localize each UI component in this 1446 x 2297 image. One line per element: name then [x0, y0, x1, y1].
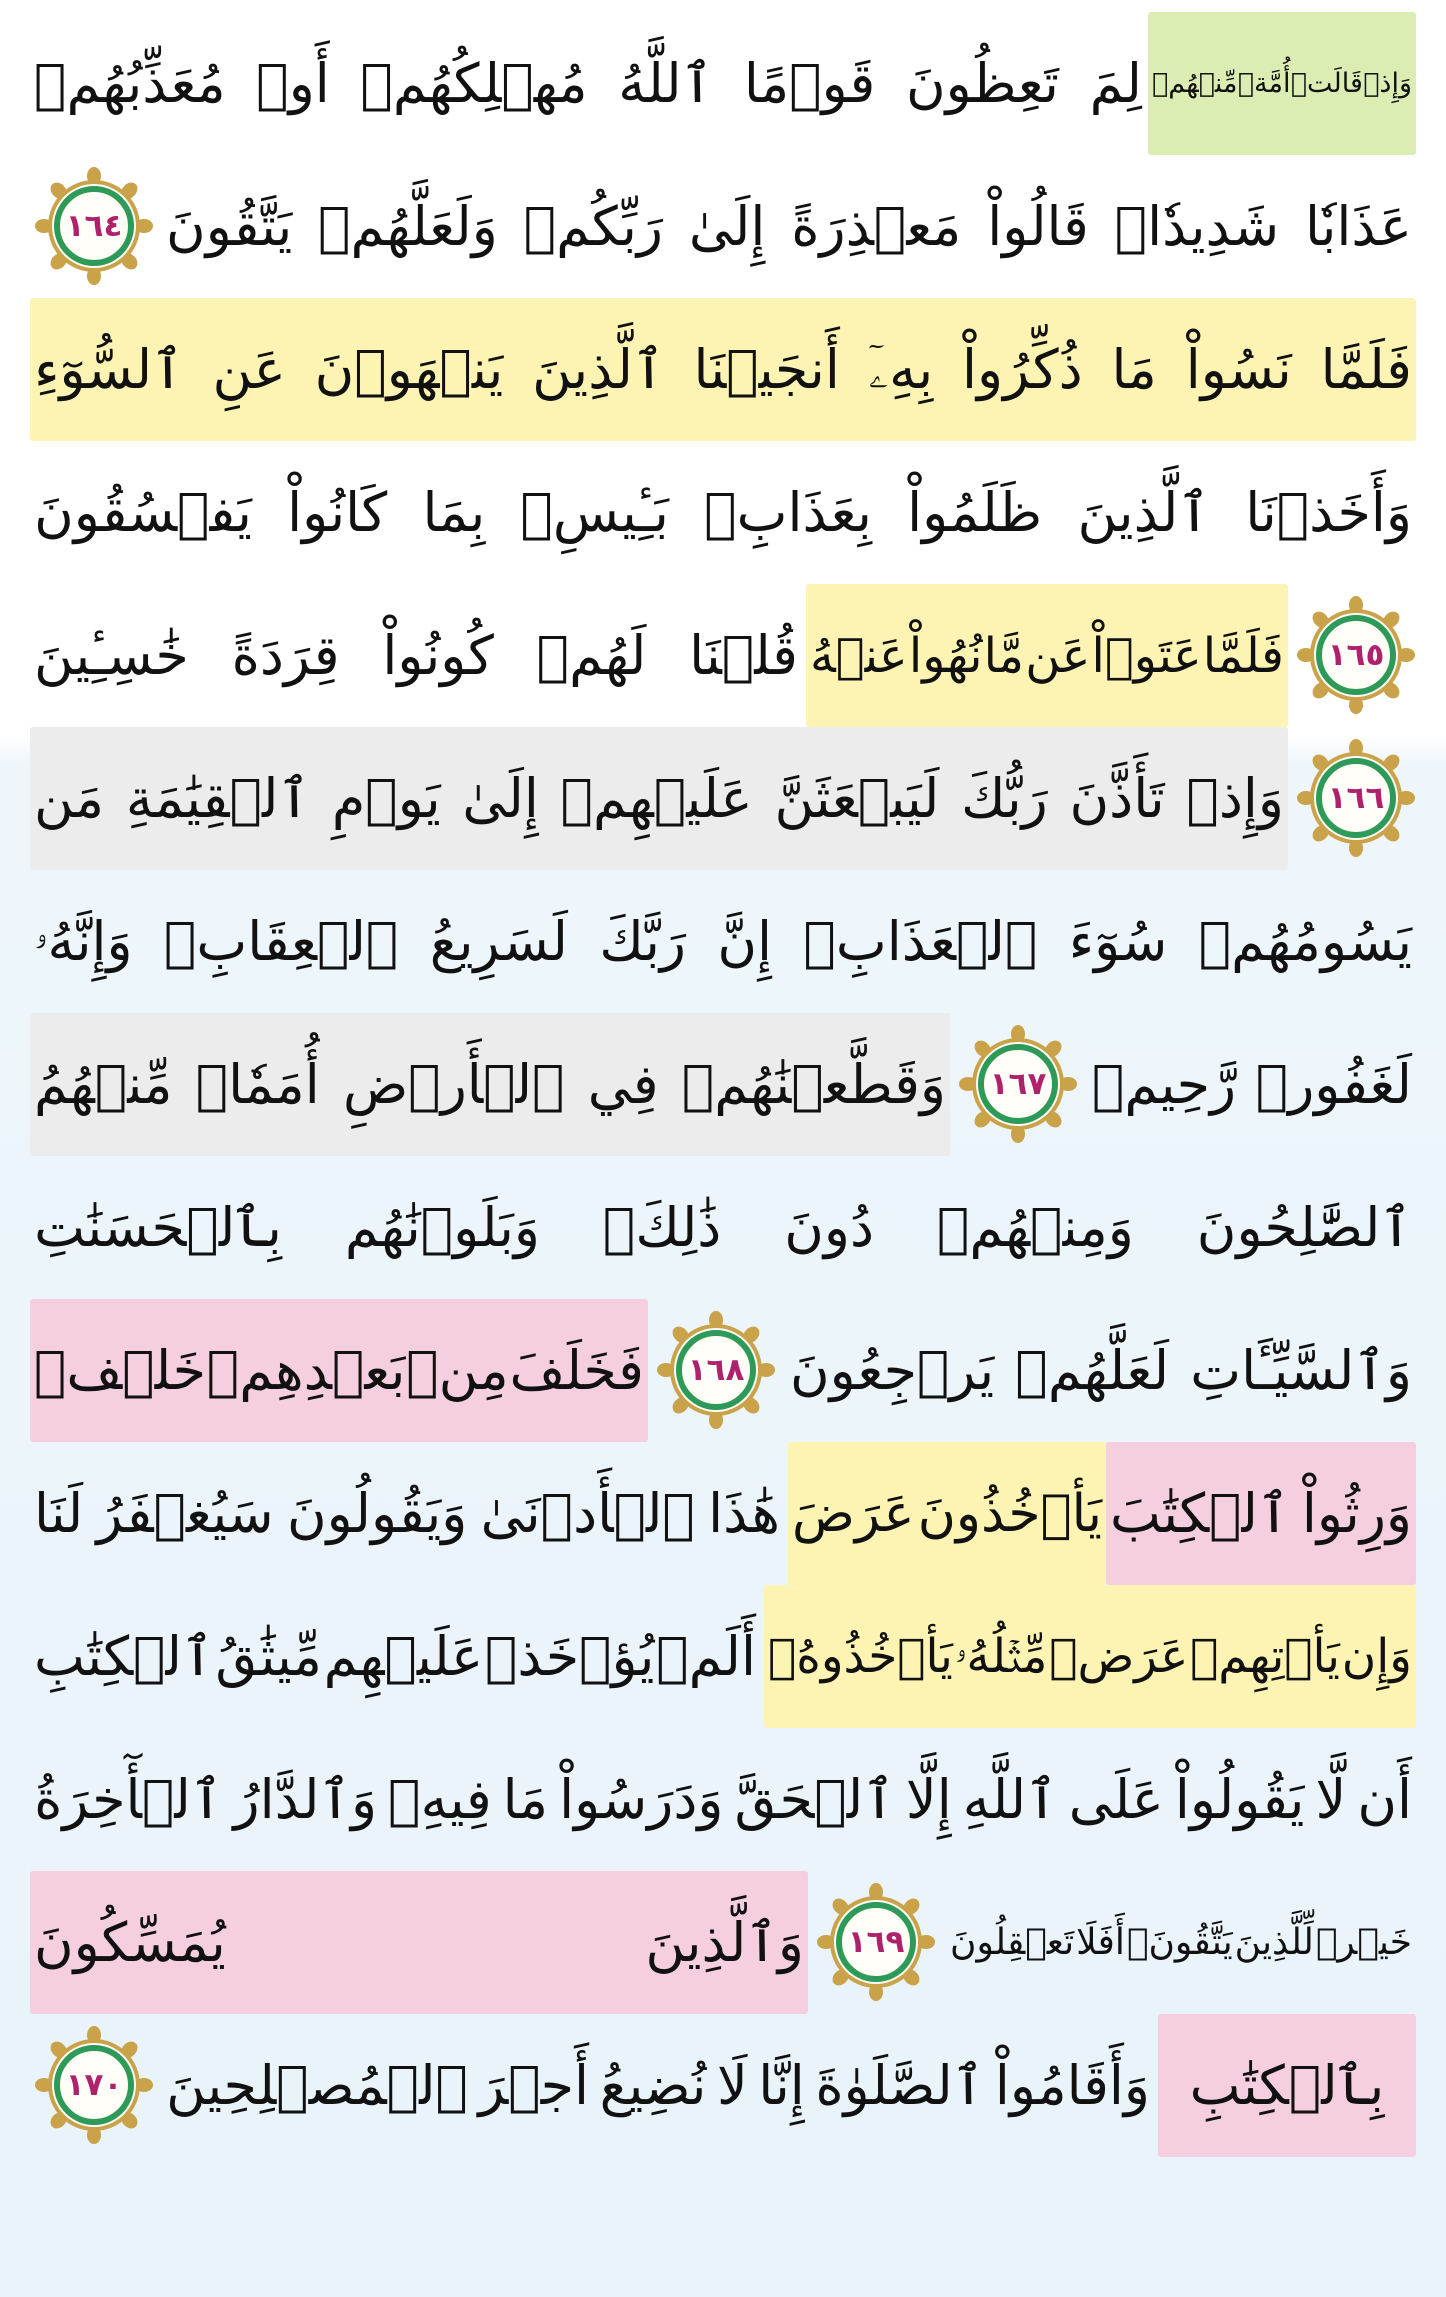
verse-word: خَٰسِـِٔينَ [34, 624, 189, 687]
verse-text [162, 2014, 1154, 2157]
verse-word: قِرَدَةً [231, 624, 340, 687]
verse-word: وَبَلَوۡنَٰهُم [344, 1196, 541, 1259]
verse-line [30, 298, 1416, 441]
verse-word: بِعَذَابِۭ [704, 481, 872, 544]
highlighted-text [30, 298, 1416, 441]
verse-word: عَلَيۡهِم [323, 1625, 484, 1688]
verse-word: عَرَضَ [792, 1483, 915, 1544]
ayah-end-marker [656, 1310, 776, 1430]
verse-text [30, 12, 1146, 155]
verse-word: بِهِۦٓ [868, 337, 934, 401]
highlighted-text [30, 727, 1288, 870]
verse-word: لَغَفُورٞ [1255, 1053, 1412, 1116]
verse-word: يَقُولُواْ [1174, 1768, 1305, 1831]
verse-word: وَٱلَّذِينَ [645, 1911, 804, 1974]
verse-word: هَٰذَا [708, 1482, 780, 1545]
verse-word: عَرَضٞ [1049, 1629, 1189, 1684]
verse-word: خَلۡفٞ [34, 1339, 206, 1402]
verse-word: أَوۡ [256, 52, 330, 115]
verse-word: بِمَا [422, 481, 486, 544]
verse-word: ٱلسُّوٓءِ [34, 338, 184, 401]
verse-word: لِمَ [1089, 52, 1142, 115]
verse-text [30, 1156, 1416, 1299]
verse-word: تَأَذَّنَ [1069, 767, 1165, 830]
verse-word: عَلَيۡهِمۡ [560, 767, 753, 830]
verse-word: ذُكِّرُواْ [962, 338, 1083, 401]
verse-word: مَن [34, 767, 105, 830]
verse-line [30, 2014, 1416, 2157]
verse-word: ٱللَّهُ [618, 52, 714, 115]
verse-word: ٱلَّذِينَ [532, 338, 665, 401]
verse-word: عَن [1025, 627, 1091, 684]
verse-word: ٱلصَّٰلِحُونَ [1196, 1196, 1412, 1259]
verse-word: وَإِذۡ [1186, 767, 1284, 830]
highlighted-text [30, 1871, 808, 2014]
verse-word: عَنۡهُ [810, 627, 908, 684]
verse-line [30, 727, 1416, 870]
verse-word: يَسُومُهُمۡ [1198, 910, 1412, 973]
verse-word: ٱلۡكِتَٰبَ [1110, 1482, 1290, 1545]
verse-word: لَّا [1315, 1768, 1347, 1831]
verse-word: وَأَقَامُواْ [994, 2054, 1150, 2117]
verse-word: مِنۢ [406, 1339, 509, 1402]
verse-word: بَعۡدِهِمۡ [206, 1339, 406, 1402]
verse-word: عَنِ [212, 338, 286, 401]
verse-word: ٱلۡأَدۡنَىٰ [480, 1482, 695, 1545]
verse-word: عَلَى [1068, 1768, 1164, 1831]
verse-word: كُونُواْ [382, 624, 494, 687]
verse-line [30, 1442, 1416, 1585]
verse-word: عَتَوۡاْ [1091, 627, 1202, 684]
verse-word: نُهُواْ [908, 627, 983, 684]
highlighted-text [1106, 1442, 1416, 1585]
verse-word: سَيُغۡفَرُ [96, 1482, 274, 1545]
verse-word: إِنَّا [758, 2054, 805, 2117]
verse-word: يَأۡخُذُونَ [917, 1483, 1102, 1544]
verse-word: رَبَّكَ [599, 910, 686, 973]
verse-word: لَيَبۡعَثَنَّ [774, 767, 940, 830]
verse-word: بَـِٔيسِۭ [520, 481, 669, 544]
verse-word: ظَلَمُواْ [907, 481, 1043, 544]
verse-word: وَرِثُواْ [1301, 1482, 1412, 1545]
verse-word: لَعَلَّهُمۡ [1015, 1339, 1170, 1402]
verse-word: وَإِذۡ [1363, 68, 1412, 99]
verse-word: وَإِنَّهُۥ [34, 909, 133, 973]
verse-line [30, 870, 1416, 1013]
verse-word: رَّحِيمٞ [1092, 1053, 1237, 1116]
verse-line [30, 155, 1416, 298]
verse-word: إِلَىٰ [688, 195, 766, 258]
verse-word: بِٱلۡحَسَنَٰتِ [34, 1196, 282, 1259]
verse-text [786, 1299, 1416, 1442]
verse-word: مِّنۡهُمۡ [1152, 68, 1238, 99]
verse-word: قَالَتۡ [1290, 68, 1363, 99]
highlighted-text [764, 1585, 1416, 1728]
verse-text [30, 441, 1416, 584]
verse-word: أَنجَيۡنَا [693, 338, 840, 401]
verse-word: يُمَسِّكُونَ [34, 1911, 226, 1974]
highlighted-text [30, 1299, 648, 1442]
ayah-end-marker [34, 2025, 154, 2145]
verse-word: فَلَمَّا [1202, 627, 1284, 684]
ayah-number: ١٦٦ [1327, 780, 1385, 816]
verse-word: ٱلۡمُصۡلِحِينَ [166, 2054, 468, 2117]
verse-word: يَأۡتِهِمۡ [1190, 1629, 1340, 1684]
verse-word: دُونَ [784, 1196, 875, 1259]
verse-word: يَنۡهَوۡنَ [314, 338, 504, 401]
ayah-number: ١٧٠ [65, 2067, 123, 2103]
ayah-number: ١٦٥ [1327, 637, 1385, 673]
verse-word: يَتَّقُونَ [166, 195, 293, 258]
verse-word: سُوٓءَ [1068, 910, 1168, 973]
highlighted-text [30, 1013, 950, 1156]
verse-word: وَمِنۡهُمۡ [936, 1196, 1134, 1259]
verse-word: مُهۡلِكُهُمۡ [360, 52, 588, 115]
verse-text [946, 1871, 1416, 2014]
verse-text [162, 155, 1416, 298]
verse-word: وَأَخَذۡنَا [1245, 481, 1412, 544]
verse-text [30, 870, 1416, 1013]
ayah-end-marker [1296, 738, 1416, 858]
verse-word: كَانُواْ [287, 481, 388, 544]
ayah-end-marker [34, 166, 154, 286]
ayah-number: ١٦٤ [65, 208, 123, 244]
verse-word: يَوۡمِ [331, 767, 441, 830]
verse-word: وَإِن [1341, 1629, 1412, 1684]
verse-text [30, 1442, 784, 1585]
verse-word: تَعۡقِلُونَ [950, 1922, 1075, 1963]
verse-word: إِنَّ [717, 910, 773, 973]
verse-word: إِلَّا [905, 1768, 952, 1831]
verse-word: ٱلۡأَرۡضِ [343, 1053, 565, 1116]
verse-word: وَٱلدَّارُ [233, 1768, 378, 1831]
verse-word: أَفَلَا [1076, 1922, 1125, 1963]
verse-word: مِّثۡلُهُۥ [954, 1628, 1048, 1684]
verse-word: أَجۡرَ [478, 2054, 590, 2117]
ayah-number: ١٦٧ [989, 1066, 1047, 1102]
verse-word: يَفۡسُقُونَ [34, 481, 252, 544]
verse-word: وَٱلسَّيِّـَٔاتِ [1190, 1339, 1412, 1402]
verse-word: رَبُّكَ [961, 767, 1048, 830]
verse-word: لَا [716, 2054, 748, 2117]
verse-line [30, 1871, 1416, 2014]
verse-line [30, 584, 1416, 727]
verse-line [30, 12, 1416, 155]
verse-word: يَرۡجِعُونَ [790, 1339, 995, 1402]
verse-word: مَّا [983, 627, 1025, 684]
highlighted-text [788, 1442, 1106, 1585]
verse-word: فَخَلَفَ [509, 1339, 644, 1402]
verse-word: لِّلَّذِينَ [1234, 1922, 1314, 1963]
verse-word: لَهُمۡ [536, 624, 647, 687]
verse-word: وَدَرَسُواْ [559, 1768, 724, 1831]
verse-text [1088, 1013, 1416, 1156]
highlighted-text [1148, 12, 1416, 155]
highlighted-text [1158, 2014, 1416, 2157]
verse-word: نَسُواْ [1185, 338, 1292, 401]
verse-word: نُضِيعُ [599, 2054, 707, 2117]
verse-word: أُمَّةٞ [1237, 68, 1291, 99]
verse-word: ٱلۡعِقَابِۖ [164, 910, 399, 973]
verse-word: مِّنۡهُمُ [34, 1053, 173, 1116]
verse-word: وَقَطَّعۡنَٰهُمۡ [681, 1053, 946, 1116]
verse-word: ٱلۡقِيَٰمَةِ [125, 767, 311, 830]
verse-word: أَلَمۡ [656, 1625, 756, 1688]
verse-word: عَذَابٗا [1304, 195, 1412, 258]
verse-word: مِّيثَٰقُ [215, 1625, 322, 1688]
verse-word: قَوۡمًا [743, 52, 876, 115]
verse-word: وَلَعَلَّهُمۡ [318, 195, 498, 258]
verse-word: ٱلۡحَقَّ [734, 1768, 895, 1831]
ayah-end-marker [816, 1882, 936, 2002]
verse-text [30, 1585, 760, 1728]
verse-word: ٱلۡكِتَٰبِ [34, 1625, 214, 1688]
verse-word: فَلَمَّا [1320, 338, 1412, 401]
verse-word: ذَٰلِكَۖ [602, 1196, 722, 1259]
verse-line [30, 1156, 1416, 1299]
verse-word: يُؤۡخَذۡ [485, 1625, 655, 1688]
verse-word: ٱلَّذِينَ [1077, 481, 1211, 544]
highlighted-text [806, 584, 1288, 727]
verse-word: أُمَمٗاۖ [195, 1053, 320, 1116]
verse-word: مَا [502, 1768, 549, 1831]
verse-word: شَدِيدٗاۖ [1114, 195, 1280, 258]
verse-word: تَعِظُونَ [906, 52, 1059, 115]
verse-word: فِيهِۗ [388, 1768, 492, 1831]
verse-line [30, 1585, 1416, 1728]
verse-word: قَالُواْ [987, 195, 1089, 258]
verse-word: يَتَّقُونَۚ [1126, 1922, 1233, 1963]
verse-word: إِلَىٰ [462, 767, 539, 830]
verse-word: أَن [1357, 1768, 1412, 1831]
verse-word: ٱلۡعَذَابِۗ [803, 910, 1038, 973]
verse-line [30, 1299, 1416, 1442]
verse-word: ٱلصَّلَوٰةَ [815, 2054, 985, 2117]
verse-word: لَسَرِيعُ [429, 910, 568, 973]
verse-word: ٱللَّهِ [962, 1768, 1058, 1831]
verse-word: ٱلۡأٓخِرَةُ [34, 1768, 223, 1831]
verse-word: رَبِّكُمۡ [523, 195, 663, 258]
verse-line [30, 441, 1416, 584]
verse-text [30, 1728, 1416, 1871]
verse-word: بِٱلۡكِتَٰبِ [1189, 2054, 1385, 2117]
verse-line [30, 1013, 1416, 1156]
ayah-number: ١٦٨ [687, 1352, 745, 1388]
verse-line [30, 1728, 1416, 1871]
ayah-end-marker [1296, 595, 1416, 715]
verse-word: فِي [587, 1053, 659, 1116]
verse-word: لَنَا [34, 1482, 84, 1545]
ayah-end-marker [958, 1024, 1078, 1144]
verse-word: قُلۡنَا [689, 624, 798, 687]
verse-text [30, 584, 802, 727]
verse-word: وَيَقُولُونَ [286, 1482, 468, 1545]
verse-word: مَا [1111, 338, 1157, 401]
ayah-number: ١٦٩ [847, 1924, 905, 1960]
verse-word: مُعَذِّبُهُمۡ [34, 52, 226, 115]
verse-word: خَيۡرٞ [1315, 1922, 1412, 1963]
verse-word: يَأۡخُذُوهُۚ [768, 1629, 953, 1684]
verse-word: مَعۡذِرَةً [791, 195, 962, 258]
